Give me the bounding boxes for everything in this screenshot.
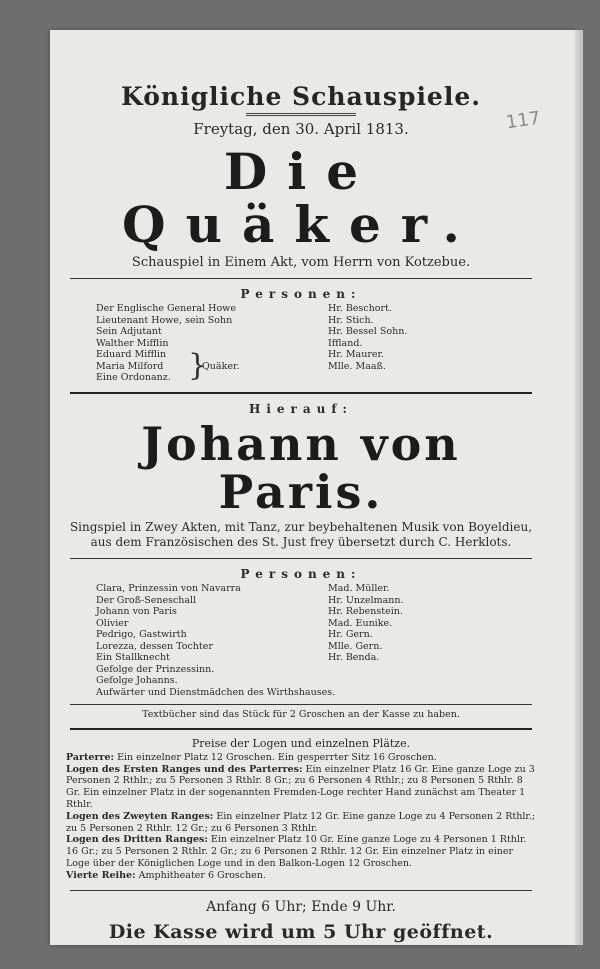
play2-cast-list	[96, 583, 540, 698]
price-line	[66, 752, 536, 764]
price-category: Logen des Zweyten Ranges:	[66, 810, 214, 822]
cast-row	[96, 641, 540, 653]
role-name: Gefolge der Prinzessinn.	[96, 663, 215, 675]
actor-name: Hr. Maurer.	[328, 349, 385, 360]
price-details: Ein einzelner Platz 12 Gr. Eine ganze Loge zu 4 Personen 2 Rthlr.; zu 5 Personen 2 Rthlr. 12 Gr.; zu 6 Personen 3 Rthlr.	[66, 810, 536, 834]
cast-row	[96, 652, 540, 664]
role-name: Johann von Paris	[96, 606, 177, 618]
role-name: Lieutenant Howe, sein Sohn	[96, 314, 233, 326]
play2-title: Johann von Paris.	[141, 416, 461, 519]
cast-row	[96, 338, 540, 350]
quaker-brace-label: Quäker.	[202, 361, 240, 372]
role-name: Eine Ordonanz.	[96, 372, 171, 383]
role-name: Aufwärter und Dienstmädchen des Wirthshauses.	[96, 686, 336, 698]
price-category: Logen des Dritten Ranges:	[66, 834, 208, 846]
cast-row	[96, 595, 540, 607]
cast-row	[96, 303, 540, 315]
role-name: Olivier	[96, 617, 129, 629]
divider	[70, 392, 532, 394]
role-name: Ein Stallknecht	[96, 652, 170, 664]
role-name: Gefolge Johanns.	[96, 675, 178, 687]
play1-subtitle: Schauspiel in Einem Akt, vom Herrn von Kotzebue.	[131, 255, 471, 270]
price-category: Vierte Reihe:	[66, 869, 136, 881]
price-details: Ein einzelner Platz 10 Gr. Eine ganze Loge zu 4 Personen 1 Rthlr. 16 Gr.; zu 5 Personen 2 Rthlr. 2 Gr.; zu 6 Personen 2 Rthlr. 12 Gr. Ein einzelner Platz in einer Loge über der Königlichen Loge und in den Balkon-Logen 12 Groschen.	[66, 834, 527, 870]
actor-name: Hr. Unzelmann.	[328, 594, 404, 606]
playbill-content	[62, 82, 540, 943]
price-line	[66, 764, 536, 811]
price-heading: Preise der Logen und einzelnen Plätze.	[191, 737, 411, 751]
play2-subtitle-line2: aus dem Französischen des St. Just frey übersetzt durch C. Herklots.	[90, 535, 512, 550]
actor-name: Hr. Rebenstein.	[328, 606, 403, 618]
actor-name: Mad. Müller.	[328, 583, 390, 595]
role-name: Der Englische General Howe	[96, 303, 236, 314]
play2-intro: Hierauf:	[249, 401, 353, 416]
cast-row	[96, 315, 540, 327]
role-name: Der Groß-Seneschall	[96, 594, 197, 606]
box-office-opening: Die Kasse wird um 5 Uhr geöffnet.	[108, 920, 494, 943]
role-name: Walther Mifflin	[96, 337, 169, 349]
role-name: Sein Adjutant	[96, 326, 162, 337]
cast-row	[96, 618, 540, 630]
actor-name: Mad. Eunike.	[328, 617, 393, 629]
play1-personen-heading: Personen:	[240, 287, 362, 301]
price-details: Amphitheater 6 Groschen.	[135, 869, 266, 881]
role-name: Pedrigo, Gastwirth	[96, 629, 187, 641]
brace-symbol: }	[188, 348, 208, 383]
actor-name: Mlle. Maaß.	[328, 360, 386, 372]
price-details: Ein einzelner Platz 12 Groschen. Ein gesperrter Sitz 16 Groschen.	[114, 751, 437, 763]
divider	[70, 890, 532, 891]
cast-row	[96, 675, 540, 687]
actor-name: Iffland.	[328, 337, 363, 349]
cast-row	[96, 664, 540, 676]
play2-personen-heading: Personen:	[240, 567, 362, 582]
theatre-name: Königliche Schauspiele.	[121, 82, 481, 111]
performance-times: Anfang 6 Uhr; Ende 9 Uhr.	[206, 898, 396, 915]
divider	[70, 704, 532, 705]
price-category: Logen des Ersten Ranges und des Parterres:	[66, 763, 303, 775]
cast-row	[96, 372, 540, 384]
price-category: Parterre:	[66, 751, 115, 763]
actor-name: Hr. Benda.	[328, 652, 380, 664]
role-name: Lorezza, dessen Tochter	[96, 640, 213, 652]
divider	[70, 728, 532, 730]
paper-edge	[575, 30, 583, 945]
actor-name: Mlle. Gern.	[328, 640, 383, 652]
cast-row	[96, 349, 540, 361]
actor-name: Hr. Bessel Sohn.	[328, 326, 408, 337]
divider	[70, 558, 532, 559]
cast-row	[96, 687, 540, 699]
role-name: Maria Milford	[96, 360, 164, 372]
performance-date: Freytag, den 30. April 1813.	[193, 120, 409, 138]
divider	[70, 278, 532, 279]
price-details: Ein einzelner Platz 16 Gr. Eine ganze Loge zu 3 Personen 2 Rthlr.; zu 5 Personen 3 Rthlr. 8 Gr.; zu 6 Personen 4 Rthlr.; zu 8 Personen 5 Rthlr. 8 Gr. Ein einzelner Platz in der sogenannten Fremden-Loge rechter Hand zunächst am Theater 1 Rthlr.	[66, 763, 535, 811]
actor-name: Hr. Beschort.	[328, 303, 392, 314]
price-line	[66, 811, 536, 835]
play2-subtitle-line1: Singspiel in Zwey Akten, mit Tanz, zur beybehaltenen Musik von Boyeldieu,	[69, 520, 533, 535]
cast-row	[96, 361, 540, 373]
catalog-number: 117	[504, 107, 542, 134]
price-list	[66, 738, 536, 882]
play1-cast-list	[96, 303, 540, 384]
cast-row	[96, 629, 540, 641]
cast-row	[96, 326, 540, 338]
cast-row	[96, 583, 540, 595]
cast-row	[96, 606, 540, 618]
role-name: Clara, Prinzessin von Navarra	[96, 583, 241, 595]
play1-title: Die Quäker.	[122, 142, 480, 254]
actor-name: Hr. Stich.	[328, 314, 374, 326]
actor-name: Hr. Gern.	[328, 629, 373, 641]
price-line	[66, 870, 536, 882]
price-line	[66, 834, 536, 869]
ornament-divider	[246, 113, 356, 116]
role-name: Eduard Mifflin	[96, 349, 167, 360]
textbook-note: Textbücher sind das Stück für 2 Groschen an der Kasse zu haben.	[142, 709, 460, 721]
